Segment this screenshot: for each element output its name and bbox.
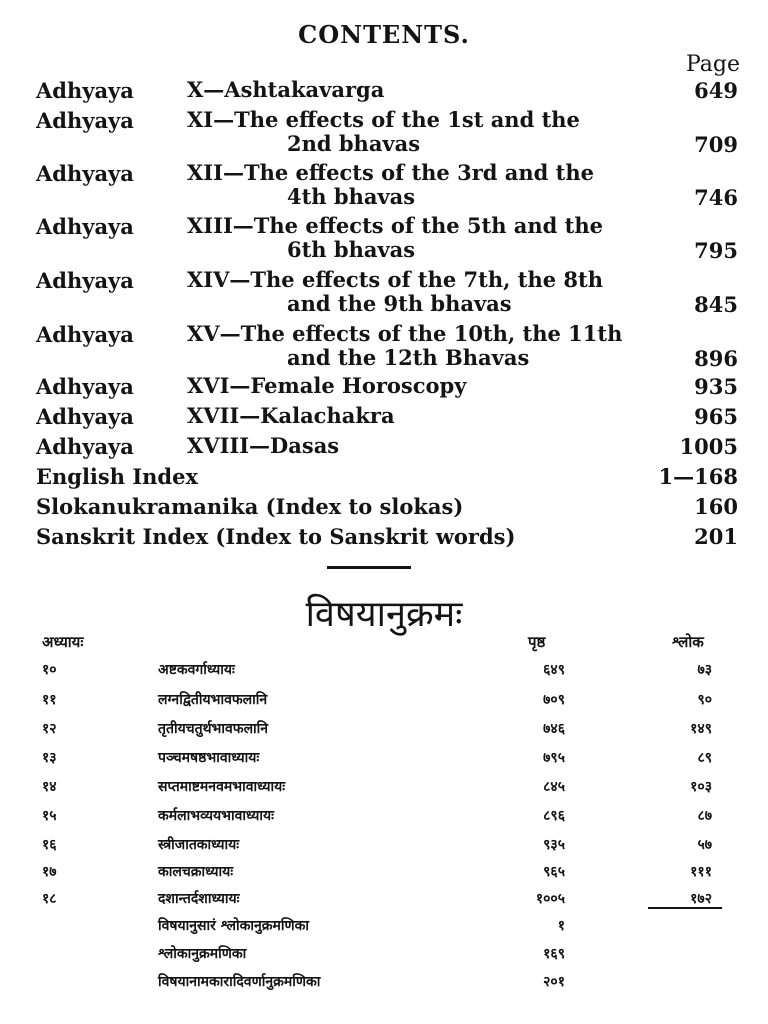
- index-entry-page: 1—168: [658, 464, 738, 489]
- entry-title: XI—The effects of the 1st and the 2nd bhavas: [187, 107, 580, 156]
- entry-title: XVIII—Dasas: [187, 433, 340, 458]
- entry-label: Adhyaya: [36, 374, 134, 399]
- entry-label: Adhyaya: [36, 108, 134, 133]
- hindi-row: १६ स्त्रीजातकाध्यायः ९३५ ५७: [42, 837, 712, 853]
- entry-title: X—Ashtakavarga: [187, 77, 385, 102]
- entry-title: XII—The effects of the 3rd and the 4th bhavas: [187, 160, 594, 209]
- hindi-row: १३ पञ्चमषष्ठभावाध्यायः ७९५ ८९: [42, 750, 712, 766]
- entry-page: 935: [694, 374, 738, 399]
- hindi-row: १० अष्टकवर्गाध्यायः ६४९ ७३: [42, 662, 712, 678]
- entry-page: 1005: [679, 434, 738, 459]
- entry-label: Adhyaya: [36, 161, 134, 186]
- section-divider: [327, 566, 411, 569]
- entry-page: 845: [694, 292, 738, 317]
- hindi-row: विषयानुसारं श्लोकानुक्रमणिका १: [158, 918, 565, 934]
- hindi-row: १४ सप्तमाष्टमनवमभावाध्यायः ८४५ १०३: [42, 779, 712, 795]
- hindi-row: विषयानामकारादिवर्णानुक्रमणिका २०१: [158, 974, 565, 990]
- index-entry-page: 160: [694, 494, 738, 519]
- hindi-row: श्लोकानुक्रमणिका १६९: [158, 946, 565, 962]
- entry-title: XVII—Kalachakra: [187, 403, 395, 428]
- index-entry-title: English Index: [36, 464, 198, 489]
- entry-page: 896: [694, 346, 738, 371]
- hindi-row: १८ दशान्तर्दशाध्यायः १००५ १७२: [42, 891, 712, 907]
- hindi-page-header: पृष्ठ: [528, 633, 546, 651]
- hindi-contents-title: विषयानुक्रमः: [305, 594, 463, 635]
- entry-page: 649: [694, 78, 738, 103]
- index-entry-page: 201: [694, 524, 738, 549]
- page-column-label: Page: [685, 52, 740, 77]
- entry-label: Adhyaya: [36, 214, 134, 239]
- entry-label: Adhyaya: [36, 78, 134, 103]
- total-underline: [648, 907, 722, 909]
- entry-title: XV—The effects of the 10th, the 11th and the 12th Bhavas: [187, 321, 623, 370]
- entry-title: XIV—The effects of the 7th, the 8th and the 9th bhavas: [187, 267, 603, 316]
- entry-title: XVI—Female Horoscopy: [187, 373, 467, 398]
- index-entry-title: Sanskrit Index (Index to Sanskrit words): [36, 524, 516, 549]
- contents-heading: CONTENTS.: [298, 20, 470, 49]
- entry-page: 965: [694, 404, 738, 429]
- entry-label: Adhyaya: [36, 404, 134, 429]
- entry-page: 709: [694, 132, 738, 157]
- entry-label: Adhyaya: [36, 268, 134, 293]
- entry-label: Adhyaya: [36, 434, 134, 459]
- hindi-sloka-header: श्लोक: [672, 633, 704, 651]
- index-entry-title: Slokanukramanika (Index to slokas): [36, 494, 464, 519]
- entry-page: 746: [694, 185, 738, 210]
- hindi-row: १७ कालचक्राध्यायः ९६५ १११: [42, 864, 712, 880]
- entry-page: 795: [694, 238, 738, 263]
- entry-title: XIII—The effects of the 5th and the 6th bhavas: [187, 213, 603, 262]
- hindi-row: १२ तृतीयचतुर्थभावफलानि ७४६ १४९: [42, 721, 712, 737]
- hindi-chapter-header: अध्यायः: [42, 633, 84, 651]
- entry-label: Adhyaya: [36, 322, 134, 347]
- hindi-row: १५ कर्मलाभव्ययभावाध्यायः ८९६ ८७: [42, 808, 712, 824]
- hindi-row: ११ लग्नद्वितीयभावफलानि ७०९ ९०: [42, 692, 712, 708]
